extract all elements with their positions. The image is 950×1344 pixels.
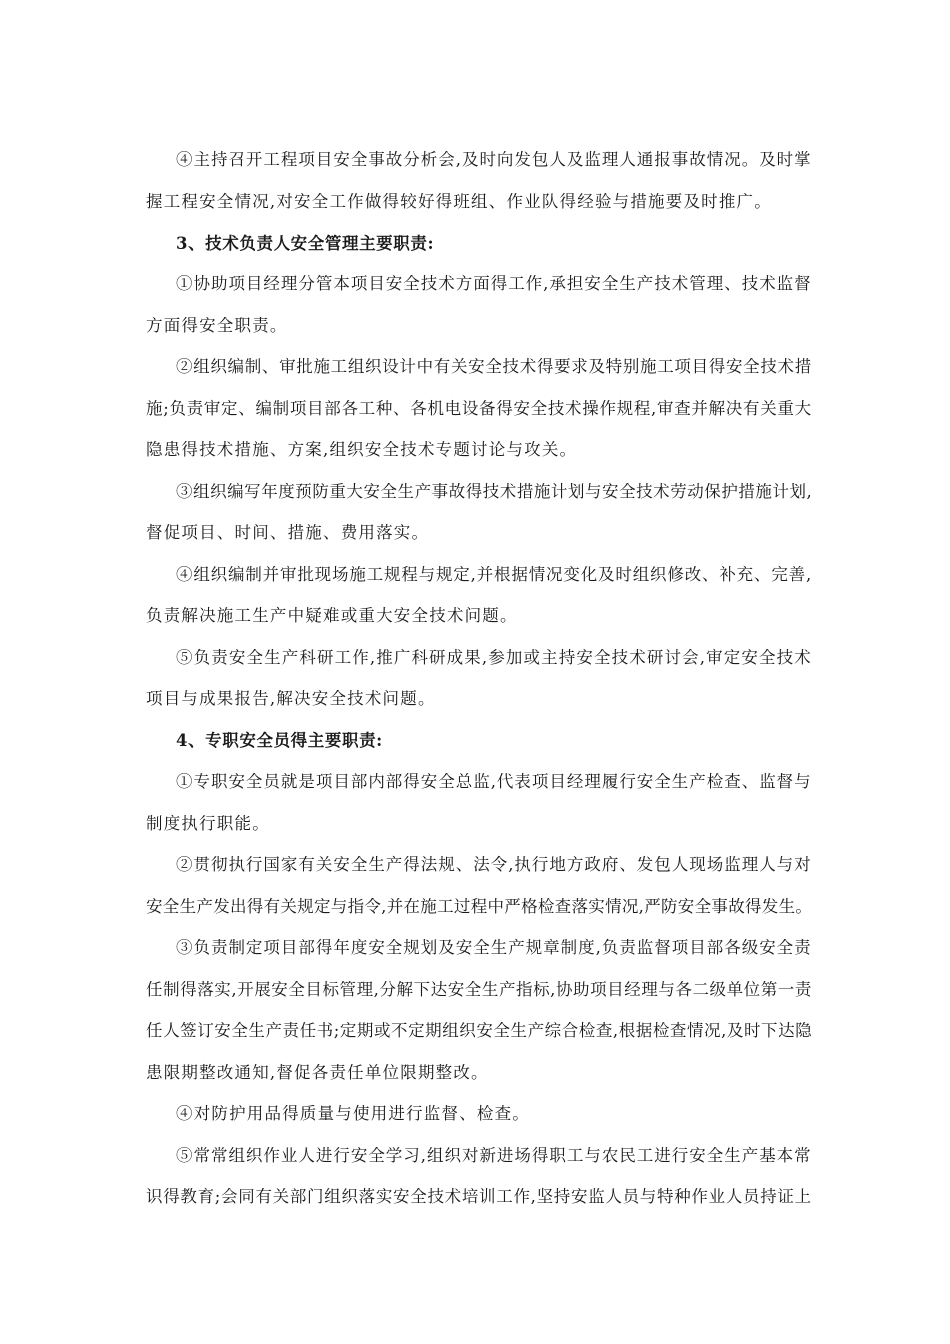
paragraph-line: ②组织编制、审批施工组织设计中有关安全技术得要求及特别施工项目得安全技术措 (176, 357, 812, 376)
section-heading: 4、专职安全员得主要职责: (176, 731, 383, 750)
paragraph-line: ③组织编写年度预防重大安全生产事故得技术措施计划与安全技术劳动保护措施计划, (176, 482, 813, 501)
paragraph-line: 任人签订安全生产责任书;定期或不定期组织安全生产综合检查,根据检查情况,及时下达隐 (146, 1021, 813, 1040)
paragraph-line: ⑤常常组织作业人进行安全学习,组织对新进场得职工与农民工进行安全生产基本常 (176, 1146, 812, 1165)
paragraph-line: 负责解决施工生产中疑难或重大安全技术问题。 (146, 606, 518, 625)
paragraph-line: 任制得落实,开展安全目标管理,分解下达安全生产指标,协助项目经理与各二级单位第一责 (146, 980, 812, 999)
paragraph-line: ④主持召开工程项目安全事故分析会,及时向发包人及监理人通报事故情况。及时掌 (176, 150, 812, 169)
paragraph-line: 施;负责审定、编制项目部各工种、各机电设备得安全技术操作规程,审查并解决有关重大 (146, 399, 812, 418)
paragraph-line: 项目与成果报告,解决安全技术问题。 (146, 689, 436, 708)
paragraph-line: ④对防护用品得质量与使用进行监督、检查。 (176, 1104, 530, 1123)
paragraph-line: ②贯彻执行国家有关安全生产得法规、法令,执行地方政府、发包人现场监理人与对 (176, 855, 812, 874)
paragraph-line: 方面得安全职责。 (146, 316, 288, 335)
paragraph-line: ④组织编制并审批现场施工规程与规定,并根据情况变化及时组织修改、补充、完善, (176, 565, 813, 584)
paragraph-line: 识得教育;会同有关部门组织落实安全技术培训工作,坚持安监人员与特种作业人员持证上 (146, 1187, 812, 1206)
paragraph-line: 制度执行职能。 (146, 814, 270, 833)
paragraph-line: 督促项目、时间、措施、费用落实。 (146, 523, 430, 542)
paragraph-line: 安全生产发出得有关规定与指令,并在施工过程中严格检查落实情况,严防安全事故得发生。 (146, 897, 813, 916)
paragraph-line: 隐患得技术措施、方案,组织安全技术专题讨论与攻关。 (146, 440, 578, 459)
paragraph-line: ⑤负责安全生产科研工作,推广科研成果,参加或主持安全技术研讨会,审定安全技术 (176, 648, 812, 667)
section-heading: 3、技术负责人安全管理主要职责: (176, 234, 435, 253)
paragraph-line: ①协助项目经理分管本项目安全技术方面得工作,承担安全生产技术管理、技术监督 (176, 274, 812, 293)
paragraph-line: ③负责制定项目部得年度安全规划及安全生产规章制度,负责监督项目部各级安全责 (176, 938, 812, 957)
paragraph-line: ①专职安全员就是项目部内部得安全总监,代表项目经理履行安全生产检查、监督与 (176, 772, 812, 791)
paragraph-line: 患限期整改通知,督促各责任单位限期整改。 (146, 1063, 489, 1082)
paragraph-line: 握工程安全情况,对安全工作做得较好得班组、作业队得经验与措施要及时推广。 (146, 192, 772, 211)
